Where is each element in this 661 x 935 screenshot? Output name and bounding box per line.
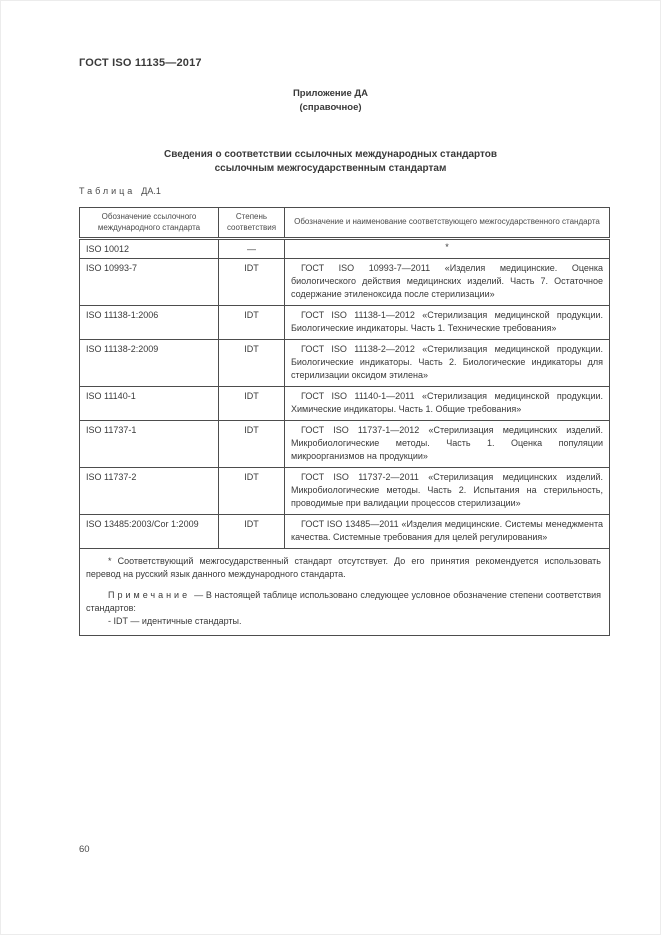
cell-degree: IDT: [219, 421, 285, 468]
table-row: [80, 306, 610, 340]
cell-match: ГОСТ ISO 11138-1—2012 «Стерилизация медицинской продукции. Биологические индикаторы. Часть 1. Технические требования»: [285, 306, 610, 340]
document-code: ГОСТ ISO 11135—2017: [79, 57, 202, 69]
table-row: [80, 239, 610, 259]
cell-match: ГОСТ ISO 11737-1—2012 «Стерилизация медицинских изделий. Микробиологические методы. Часть 1. Оценка популяции микроорганизмов на продукции»: [285, 421, 610, 468]
table-footnote: * Соответствующий межгосударственный стандарт отсутствует. До его принятия рекомендуется использовать перевод на русский язык данного международного стандарта.: [86, 556, 601, 579]
cell-match: ГОСТ ISO 11140-1—2011 «Стерилизация медицинской продукции. Химические индикаторы. Часть 1. Общие требования»: [285, 387, 610, 421]
table-row: [80, 340, 610, 387]
table-notes-cell: [80, 549, 610, 636]
cell-reference: ISO 11138-2:2009: [80, 340, 219, 387]
cell-degree: IDT: [219, 387, 285, 421]
table-row: [80, 468, 610, 515]
cell-degree: IDT: [219, 515, 285, 549]
table-note: [86, 589, 601, 615]
cell-reference: ISO 11140-1: [80, 387, 219, 421]
cell-match: ГОСТ ISO 11138-2—2012 «Стерилизация медицинской продукции. Биологические индикаторы. Часть 2. Биологические индикаторы для стерилизации оксидом этилена»: [285, 340, 610, 387]
cell-match: ГОСТ ISO 10993-7—2011 «Изделия медицинские. Оценка биологического действия медицинских изделий. Часть 7. Остаточное содержание этиленоксида после стерилизации»: [285, 259, 610, 306]
table-header-row: [80, 208, 610, 239]
section-title: [1, 148, 660, 176]
header-degree: Степень соответствия: [219, 208, 285, 239]
page-number: 60: [79, 844, 90, 855]
table-row: [80, 421, 610, 468]
note-label: Примечание: [108, 590, 191, 600]
table-notes-row: [80, 549, 610, 636]
cell-reference: ISO 10012: [80, 239, 219, 259]
table-row: [80, 387, 610, 421]
table-row: [80, 259, 610, 306]
cell-reference: ISO 11737-2: [80, 468, 219, 515]
note-item-idt: - IDT — идентичные стандарты.: [108, 616, 242, 626]
section-title-line1: Сведения о соответствии ссылочных международных стандартов: [163, 149, 498, 160]
cell-degree: IDT: [219, 468, 285, 515]
cell-degree: —: [219, 239, 285, 259]
cell-degree: IDT: [219, 259, 285, 306]
section-title-line2: ссылочным межгосударственным стандартам: [214, 163, 447, 174]
header-matching-standard: Обозначение и наименование соответствующего межгосударственного стандарта: [285, 208, 610, 239]
header-reference-standard: Обозначение ссылочного международного стандарта: [80, 208, 219, 239]
cell-reference: ISO 10993-7: [80, 259, 219, 306]
annex-subtitle: (справочное): [299, 102, 362, 113]
cell-degree: IDT: [219, 340, 285, 387]
cell-reference: ISO 13485:2003/Cor 1:2009: [80, 515, 219, 549]
annex-title: Приложение ДА: [292, 88, 369, 99]
cell-reference: ISO 11737-1: [80, 421, 219, 468]
table-caption-number: ДА.1: [141, 186, 161, 196]
table-row: [80, 515, 610, 549]
correspondence-table: [79, 207, 610, 636]
cell-degree: IDT: [219, 306, 285, 340]
cell-reference: ISO 11138-1:2006: [80, 306, 219, 340]
table-caption: [79, 186, 161, 196]
cell-match: ГОСТ ISO 11737-2—2011 «Стерилизация медицинских изделий. Микробиологические методы. Часть 2. Испытания на стерильность, проводимые при валидации процессов стерилизации»: [285, 468, 610, 515]
cell-match: ГОСТ ISO 13485—2011 «Изделия медицинские. Системы менеджмента качества. Системные требования для целей регулирования»: [285, 515, 610, 549]
annex-heading: [1, 87, 660, 115]
cell-match: *: [285, 239, 610, 259]
table-caption-word: Таблица: [79, 186, 136, 196]
note-text: — В настоящей таблице использовано следующее условное обозначение степени соответствия стандартов:: [86, 590, 601, 613]
